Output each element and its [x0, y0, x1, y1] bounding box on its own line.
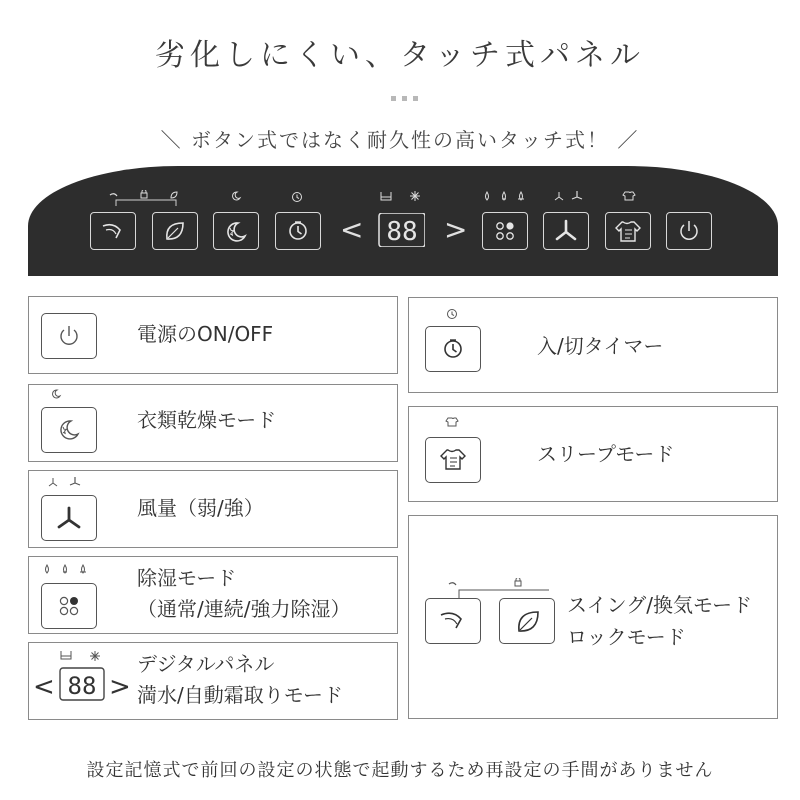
fan-icon [544, 213, 588, 249]
feature-swing-label: スイング/換気モード [567, 593, 753, 617]
leaf-button-illustration [499, 598, 555, 644]
panel-right-arrow[interactable]: > [444, 213, 468, 246]
power-icon [667, 213, 711, 249]
power-button-illustration [41, 313, 97, 359]
feature-swing-lock-box [408, 515, 778, 719]
feature-fan-label: 風量（弱/強） [137, 496, 264, 520]
power-button[interactable] [666, 212, 712, 250]
feature-power-box [28, 296, 398, 374]
feature-display-box [28, 642, 398, 720]
feature-display-label-1: デジタルパネル [137, 652, 275, 676]
panel-left-arrow[interactable]: < [340, 213, 364, 246]
swing-icon [91, 213, 135, 249]
swing-lock-leaf-label-group [106, 190, 186, 212]
footer-note: 設定記憶式で前回の設定の状態で起動するため再設定の手間がありません [86, 760, 714, 781]
display-digits: 88 [67, 672, 97, 700]
shirt-small-icon [445, 416, 459, 428]
dots-icon [42, 584, 96, 628]
feature-dehumidify-label-1: 除湿モード [137, 566, 237, 590]
digital-display-illustration [59, 667, 105, 701]
display-left-arrow: < [33, 672, 55, 702]
fan-icon [42, 496, 96, 540]
swing-icon [426, 599, 480, 643]
power-icon [42, 314, 96, 358]
dehumidify-mode-button[interactable] [482, 212, 528, 250]
feature-dehumidify-box [28, 556, 398, 634]
dehumidify-button-illustration [41, 583, 97, 629]
dots-icon [483, 213, 527, 249]
moon-small-icon [48, 388, 62, 400]
timer-icon [426, 327, 480, 371]
moon-icon [42, 408, 96, 452]
display-right-arrow: > [109, 672, 131, 702]
droplet-small-icons [41, 563, 97, 577]
timer-small-icon [290, 190, 304, 204]
fan-small-icons [45, 475, 85, 489]
swing-button-illustration [425, 598, 481, 644]
page-subtitle: ＼ ボタン式ではなく耐久性の高いタッチ式！ ／ [160, 128, 640, 152]
shirt-small-icon [622, 190, 636, 202]
swing-button[interactable] [90, 212, 136, 250]
feature-sleep-box [408, 406, 778, 502]
feature-timer-label: 入/切タイマー [537, 334, 664, 358]
timer-small-icon [445, 307, 459, 321]
fan-button[interactable] [543, 212, 589, 250]
feature-lock-label: ロックモード [567, 625, 686, 649]
timer-button-illustration [425, 326, 481, 372]
sleep-button-illustration [425, 437, 481, 483]
moon-small-icon [228, 190, 242, 202]
feature-dehumidify-label-2: （通常/連続/強力除湿） [137, 597, 351, 621]
timer-icon [276, 213, 320, 249]
feature-laundry-box [28, 384, 398, 462]
eco-lock-button[interactable] [152, 212, 198, 250]
timer-button[interactable] [275, 212, 321, 250]
moon-icon [214, 213, 258, 249]
fan-button-illustration [41, 495, 97, 541]
feature-laundry-label: 衣類乾燥モード [137, 408, 277, 432]
leaf-icon [500, 599, 554, 643]
page-title: 劣化しにくい、タッチ式パネル [155, 38, 645, 73]
snowflake-small-icon [408, 189, 422, 203]
tank-small-icon [379, 190, 393, 202]
droplet-small-icons [482, 190, 532, 204]
tank-snowflake-small-icons [57, 649, 107, 663]
shirt-icon [606, 213, 650, 249]
sleep-mode-button[interactable] [605, 212, 651, 250]
title-divider [384, 86, 424, 105]
shirt-icon [426, 438, 480, 482]
panel-digital-display [351, 213, 425, 251]
panel-display-digits: 88 [386, 217, 418, 247]
fan-small-icons [553, 189, 585, 203]
feature-fan-box [28, 470, 398, 548]
laundry-dry-button[interactable] [213, 212, 259, 250]
feature-sleep-label: スリープモード [537, 442, 675, 466]
feature-display-label-2: 満水/自動霜取りモード [137, 683, 343, 707]
laundry-button-illustration [41, 407, 97, 453]
leaf-icon [153, 213, 197, 249]
feature-power-label: 電源のON/OFF [137, 322, 274, 346]
feature-timer-box [408, 297, 778, 393]
